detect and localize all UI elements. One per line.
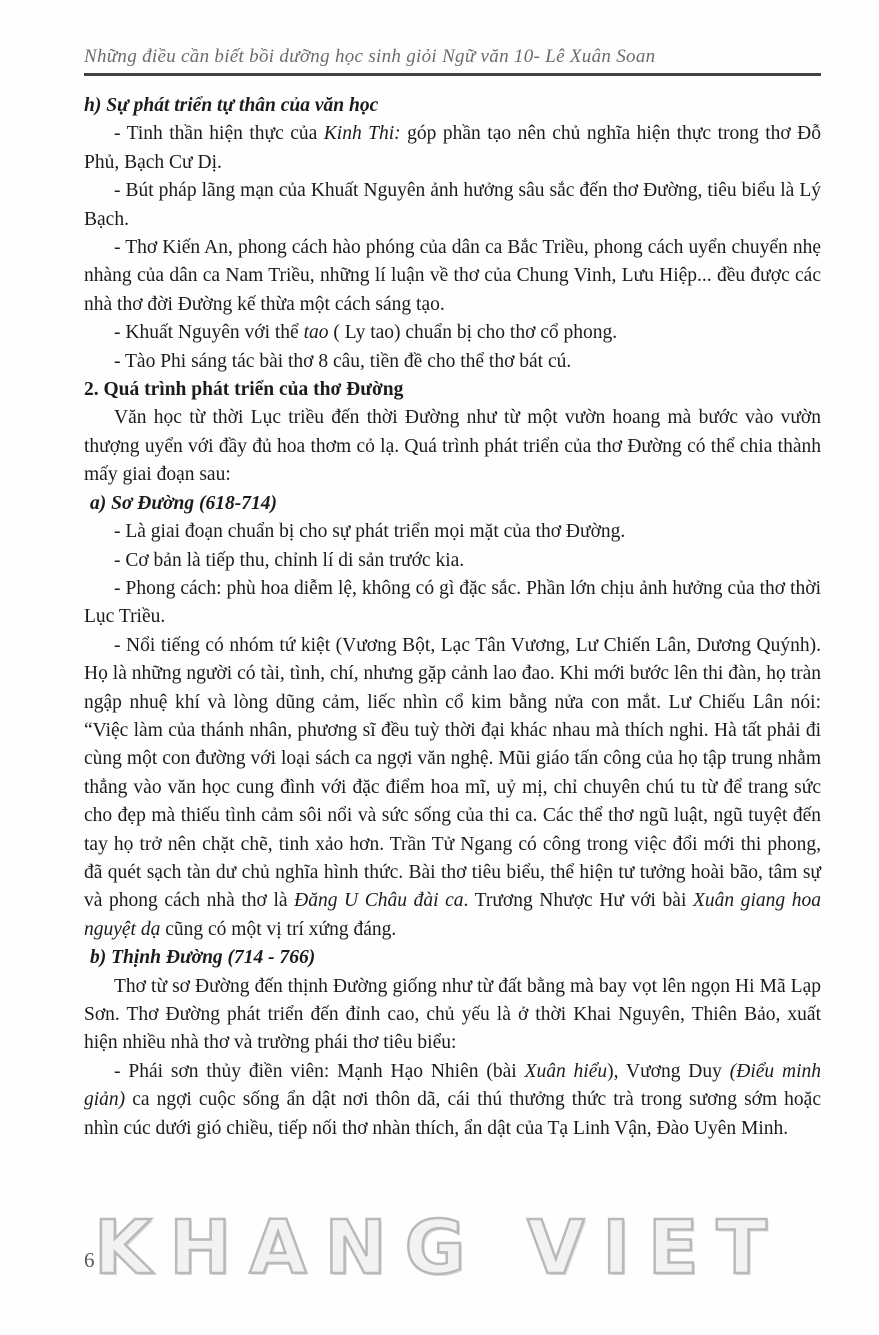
section-heading-2	[84, 376, 821, 404]
text-run: - Cơ bản là tiếp thu, chỉnh lí di sản trước kia.	[114, 549, 465, 571]
text-run: . Trương Nhược Hư với bài	[463, 890, 693, 912]
text-run: - Thơ Kiến An, phong cách hào phóng của dân ca Bắc Triều, phong cách uyển chuyển nhẹ nhàng của dân ca Nam Triều, những lí luận về thơ của Chung Vinh, Lưu Hiệp... đều được các nhà thơ đời Đường kế thừa một cách sáng tạo.	[84, 237, 821, 315]
text-run: 2. Quá trình phát triển của thơ Đường	[84, 379, 404, 401]
text-run: ( Ly tao) chuẩn bị cho thơ cổ phong.	[328, 322, 618, 344]
section-heading-h	[84, 92, 821, 120]
text-run: a) Sơ Đường (618-714)	[90, 492, 277, 514]
paragraph	[84, 575, 821, 632]
paragraph	[84, 348, 821, 376]
page-number: 6	[84, 1248, 95, 1272]
text-run-italic: tao	[303, 322, 329, 344]
text-run: Văn học từ thời Lục triều đến thời Đường như từ một vườn hoang mà bước vào vườn thượng uyển với đầy đủ hoa thơm cỏ lạ. Quá trình phát triển của thơ Đường có thể chia thành mấy giai đoạn sau:	[84, 407, 821, 486]
text-run: cũng có một vị trí xứng đáng.	[160, 918, 397, 940]
text-run: - Bút pháp lãng mạn của Khuất Nguyên ảnh hưởng sâu sắc đến thơ Đường, tiêu biểu là Lý Bạch.	[84, 180, 821, 230]
paragraph	[84, 234, 821, 319]
text-run: - Tào Phi sáng tác bài thơ 8 câu, tiền đề cho thể thơ bát cú.	[114, 350, 572, 372]
paragraph	[84, 177, 821, 234]
text-run-italic: Đăng U Châu đài ca	[294, 890, 464, 912]
header-divider	[84, 73, 821, 76]
running-title: Những điều cần biết bồi dưỡng học sinh giỏi Ngữ văn 10- Lê Xuân Soan	[84, 46, 656, 67]
text-run-italic: Kinh Thi:	[323, 123, 401, 145]
text-run: - Nổi tiếng có nhóm tứ kiệt (Vương Bột, Lạc Tân Vương, Lư Chiến Lân, Dương Quýnh). Họ là những người có tài, tình, chí, nhưng gặp cảnh lao đao. Khi mới bước lên thi đàn, họ tràn ngập nhuệ khí và lòng dũng cảm, liếc nhìn cổ kim bằng nửa con mắt. Lư Chiếu Lân nói: “Việc làm của thánh nhân, phương sĩ đều tuỳ thời đại khác nhau mà thích nghi. Hà tất phải đi cùng một con đường với loại sách ca ngợi văn nghệ. Mũi giáo tấn công của họ tập trung nhằm thẳng vào văn học cung đình với đặc điểm hoa mĩ, uỷ mị, chỉ chuyên chú tu từ để trang sức cho đẹp mà thiếu tình cảm sôi nổi và sức sống của thi ca. Các thể thơ ngũ luật, ngũ tuyệt đến tay họ trở nên chặt chẽ, tinh xảo hơn. Trần Tử Ngang có công trong việc đổi mới thi phong, đã quét sạch tàn dư chủ nghĩa hình thức. Bài thơ tiêu biểu, thể hiện tư tưởng hoài bão, tâm sự và phong cách nhà thơ là	[84, 634, 821, 912]
paragraph	[84, 1058, 821, 1143]
paragraph	[84, 518, 821, 546]
paragraph	[84, 547, 821, 575]
text-run: - Tinh thần hiện thực của	[114, 123, 324, 145]
section-heading-a	[84, 490, 821, 518]
section-heading-b	[84, 944, 821, 972]
text-run: - Phong cách: phù hoa diễm lệ, không có gì đặc sắc. Phần lớn chịu ảnh hưởng của thơ thời Lục Triều.	[84, 577, 821, 628]
page-body	[84, 92, 821, 1143]
paragraph	[84, 404, 821, 489]
text-run-italic: (Điểu minh giản)	[84, 1060, 822, 1111]
text-run: h) Sự phát triển tự thân của văn học	[84, 95, 379, 116]
text-run: ), Vương Duy	[607, 1060, 730, 1082]
publisher-watermark: KHANG VIET	[94, 1205, 785, 1291]
text-run: - Phái sơn thủy điền viên: Mạnh Hạo Nhiên (bài	[114, 1060, 525, 1082]
paragraph	[84, 120, 821, 177]
text-run: góp phần tạo nên chủ nghĩa hiện thực trong thơ Đỗ Phủ, Bạch Cư Dị.	[84, 123, 821, 173]
paragraph	[84, 973, 821, 1058]
text-run: ca ngợi cuộc sống ẩn dật nơi thôn dã, cái thú thưởng thức trà trong sương sớm hoặc nhìn cúc dưới gió chiều, tiếp nối thơ nhàn thích, ẩn dật của Tạ Linh Vận, Đào Uyên Minh.	[84, 1089, 821, 1139]
text-run-italic: Xuân giang hoa nguyệt dạ	[84, 890, 821, 940]
text-run-italic: Xuân hiểu	[524, 1060, 608, 1082]
text-run: - Là giai đoạn chuẩn bị cho sự phát triển mọi mặt của thơ Đường.	[114, 521, 626, 543]
page-header	[84, 46, 821, 76]
text-run: b) Thịnh Đường (714 - 766)	[90, 947, 316, 969]
paragraph	[84, 319, 821, 347]
text-run: - Khuất Nguyên với thể	[114, 322, 304, 344]
paragraph	[84, 632, 821, 944]
text-run: Thơ từ sơ Đường đến thịnh Đường giống như từ đất bằng mà bay vọt lên ngọn Hi Mã Lạp Sơn. Thơ Đường phát triển đến đỉnh cao, chủ yếu là ở thời Khai Nguyên, Thiên Bảo, xuất hiện nhiều nhà thơ và trường phái thơ tiêu biểu:	[84, 975, 821, 1054]
